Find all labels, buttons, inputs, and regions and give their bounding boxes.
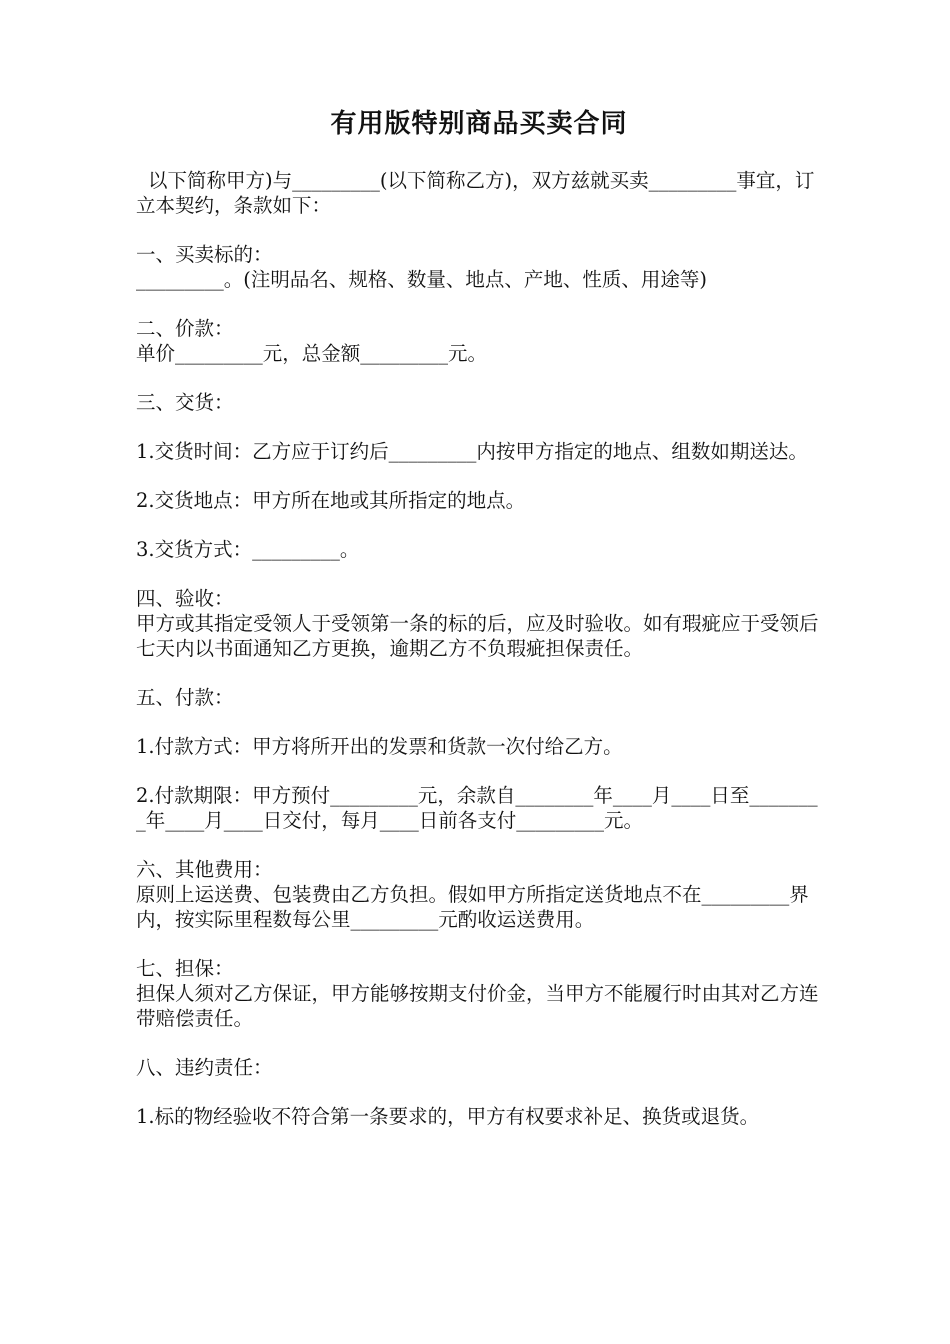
section-1 bbox=[136, 242, 822, 292]
section-4-body: 甲方或其指定受领人于受领第一条的标的后，应及时验收。如有瑕疵应于受领后七天内以书面通知乙方更换，逾期乙方不负瑕疵担保责任。 bbox=[136, 612, 819, 660]
section-1-heading: 一、买卖标的： bbox=[136, 243, 273, 266]
section-6-heading: 六、其他费用： bbox=[136, 858, 273, 881]
section-1-body: _________。(注明品名、规格、数量、地点、产地、性质、用途等) bbox=[136, 268, 707, 291]
section-3-item-3: 3.交货方式：_________。 bbox=[136, 538, 360, 561]
section-5-heading: 五、付款： bbox=[136, 686, 234, 709]
section-8-heading: 八、违约责任： bbox=[136, 1056, 273, 1079]
section-7-heading: 七、担保： bbox=[136, 957, 234, 980]
section-2-heading: 二、价款： bbox=[136, 317, 234, 340]
section-7 bbox=[136, 956, 822, 1031]
section-4 bbox=[136, 586, 822, 661]
section-5-item-1: 1.付款方式：甲方将所开出的发票和货款一次付给乙方。 bbox=[136, 735, 623, 758]
section-6 bbox=[136, 857, 822, 932]
section-8-item-1: 1.标的物经验收不符合第一条要求的，甲方有权要求补足、换货或退货。 bbox=[136, 1105, 760, 1128]
section-3-item-2: 2.交货地点：甲方所在地或其所指定的地点。 bbox=[136, 489, 526, 512]
section-3-heading: 三、交货： bbox=[136, 391, 234, 414]
section-6-body: 原则上运送费、包装费由乙方负担。假如甲方所指定送货地点不在_________界内，按实际里程数每公里_________元酌收运送费用。 bbox=[136, 883, 809, 931]
contract-body bbox=[136, 168, 822, 1129]
intro-paragraph: 以下简称甲方)与_________(以下简称乙方)，双方兹就买卖_________事宜，订立本契约，条款如下： bbox=[136, 169, 815, 217]
section-4-heading: 四、验收： bbox=[136, 587, 234, 610]
section-2-body: 单价_________元，总金额_________元。 bbox=[136, 342, 488, 365]
section-2 bbox=[136, 316, 822, 366]
section-3-item-1: 1.交货时间：乙方应于订约后_________内按甲方指定的地点、组数如期送达。 bbox=[136, 440, 808, 463]
section-7-body: 担保人须对乙方保证，甲方能够按期支付价金，当甲方不能履行时由其对乙方连带赔偿责任。 bbox=[136, 982, 819, 1030]
document-title: 有用版特别商品买卖合同 bbox=[330, 109, 628, 139]
section-5-item-2: 2.付款期限：甲方预付_________元，余款自________年____月____日至________年____月____日交付，每月____日前各支付_________元。 bbox=[136, 784, 818, 832]
